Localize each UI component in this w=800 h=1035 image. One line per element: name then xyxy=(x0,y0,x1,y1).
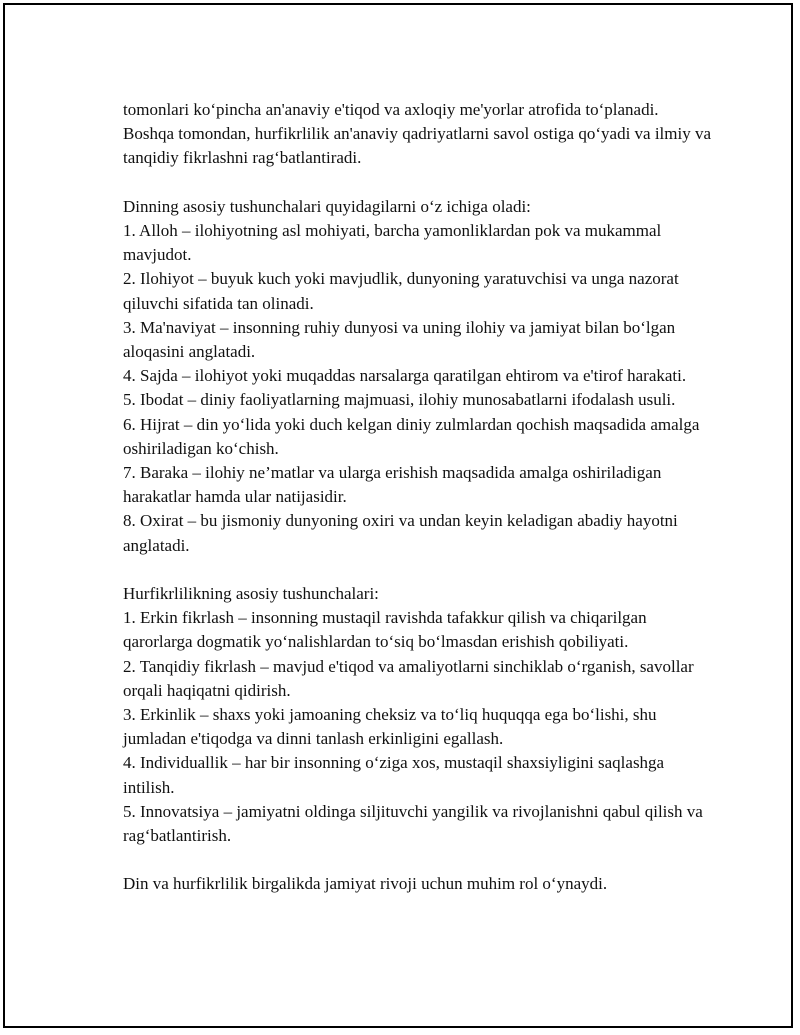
freethought-item-1: 1. Erkin fikrlash – insonning mustaqil ravishda tafakkur qilish va chiqarilgan qarorlarga dogmatik yo‘nalishlardan to‘siq bo‘lmasdan erishish qobiliyati. xyxy=(123,608,647,652)
freethought-heading: Hurfikrlilikning asosiy tushunchalari: xyxy=(123,584,379,604)
page-frame xyxy=(3,3,793,1028)
religion-item-4: 4. Sajda – ilohiyot yoki muqaddas narsalarga qaratilgan ehtirom va e'tirof harakati. xyxy=(123,366,687,386)
paragraph-gap xyxy=(123,171,713,195)
freethought-item-5: 5. Innovatsiya – jamiyatni oldinga siljituvchi yangilik va rivojlanishni qabul qilish va rag‘batlantirish. xyxy=(123,801,703,846)
religion-heading: Dinning asosiy tushunchalari quyidagilarni o‘z ichiga oladi: xyxy=(123,196,531,216)
intro-paragraph: tomonlari ko‘pincha an'anaviy e'tiqod va axloqiy me'yorlar atrofida to‘planadi. Boshqa tomondan, hurfikrlilik an'anaviy qadriyatlarni savol ostiga qo‘yadi va ilmiy va tanqidiy fikrlashni rag‘batlantiradi. xyxy=(123,100,712,168)
religion-item-1: 1. Alloh – ilohiyotning asl mohiyati, barcha yamonliklardan pok va mukammal mavjudot. xyxy=(123,221,662,265)
freethought-item-2: 2. Tanqidiy fikrlash – mavjud e'tiqod va amaliyotlarni sinchiklab o‘rganish, savollar orqali haqiqatni qidirish. xyxy=(123,656,694,700)
paragraph-gap xyxy=(123,848,713,872)
religion-item-2: 2. Ilohiyot – buyuk kuch yoki mavjudlik, dunyoning yaratuvchisi va unga nazorat qiluvchi sifatida tan olinadi. xyxy=(123,269,679,313)
religion-item-6: 6. Hijrat – din yo‘lida yoki duch kelgan diniy zulmlardan qochish maqsadida amalga oshiriladigan ko‘chish. xyxy=(123,414,700,458)
freethought-item-3: 3. Erkinlik – shaxs yoki jamoaning cheksiz va to‘liq huquqqa ega bo‘lishi, shu jumladan e'tiqodga va dinni tanlash erkinligini egallash. xyxy=(123,705,657,749)
freethought-item-4: 4. Individuallik – har bir insonning o‘ziga xos, mustaqil shaxsiyligini saqlashga intilish. xyxy=(123,753,665,797)
document-body xyxy=(123,98,713,897)
religion-item-3: 3. Ma'naviyat – insonning ruhiy dunyosi va uning ilohiy va jamiyat bilan bo‘lgan aloqasini anglatadi. xyxy=(123,317,676,362)
conclusion-paragraph: Din va hurfikrlilik birgalikda jamiyat rivoji uchun muhim rol o‘ynaydi. xyxy=(123,874,608,894)
religion-item-7: 7. Baraka – ilohiy ne’matlar va ularga erishish maqsadida amalga oshiriladigan harakatlar hamda ular natijasidir. xyxy=(123,463,662,507)
paragraph-gap xyxy=(123,558,713,582)
religion-item-8: 8. Oxirat – bu jismoniy dunyoning oxiri va undan keyin keladigan abadiy hayotni anglatadi. xyxy=(123,511,678,555)
religion-item-5: 5. Ibodat – diniy faoliyatlarning majmuasi, ilohiy munosabatlarni ifodalash usuli. xyxy=(123,390,676,410)
